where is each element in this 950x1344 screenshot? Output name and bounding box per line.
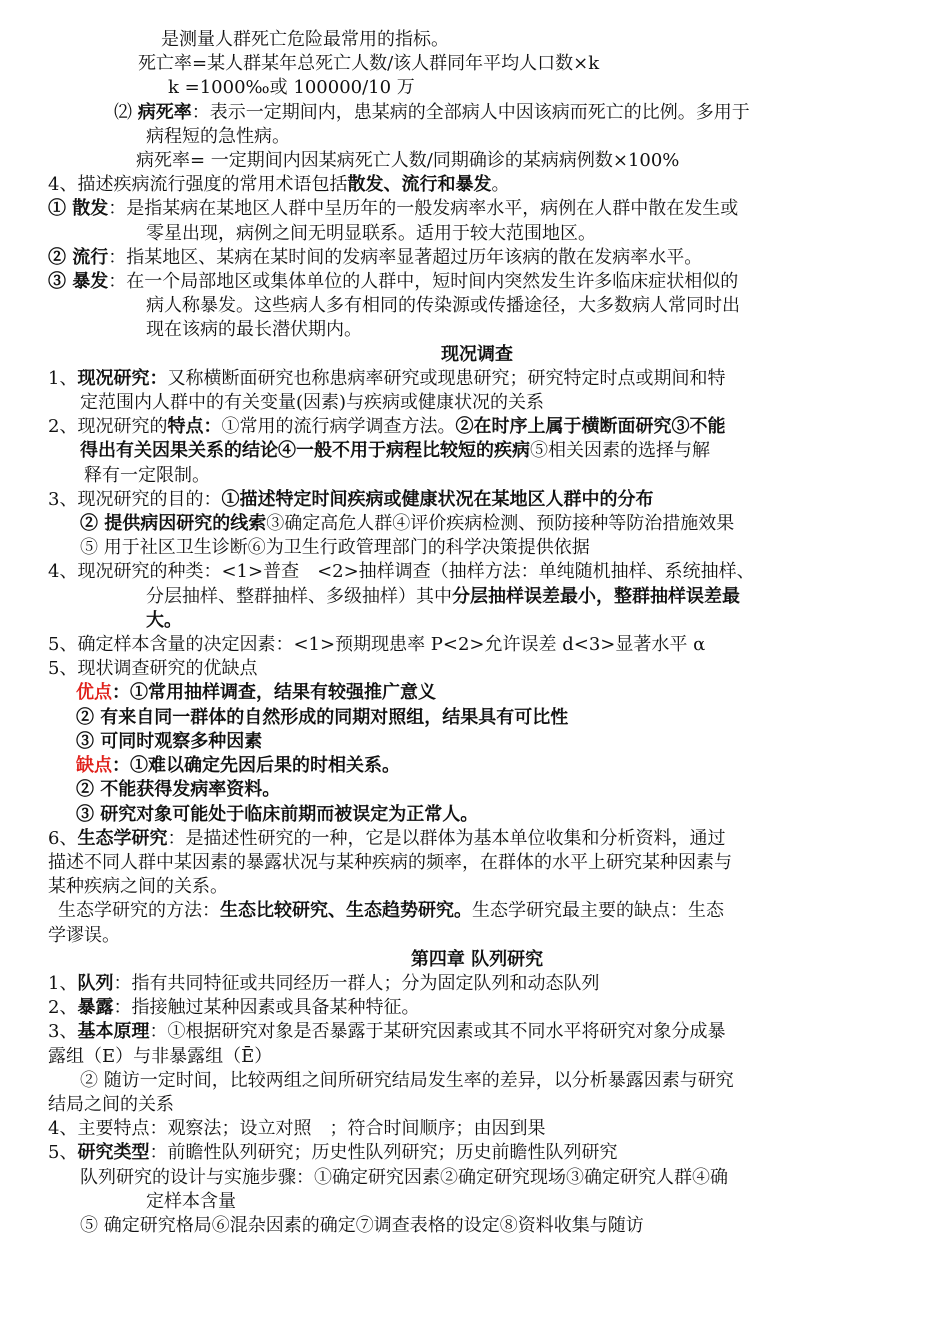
text-line: 4、现况研究的种类：<1>普查 <2>抽样调查（抽样方法：单纯随机抽样、系统抽样、 xyxy=(48,561,755,583)
text-line: 1、队列：指有共同特征或共同经历一群人；分为固定队列和动态队列 xyxy=(48,972,600,994)
text-line: 缺点：①难以确定先因后果的时相关系。 xyxy=(76,755,400,777)
text-line: ② 随访一定时间，比较两组之间所研究结局发生率的差异，以分析暴露因素与研究 xyxy=(80,1069,734,1091)
text-line: 零星出现，病例之间无明显联系。适用于较大范围地区。 xyxy=(146,222,596,244)
text-line: 5、研究类型：前瞻性队列研究；历史性队列研究；历史前瞻性队列研究 xyxy=(48,1142,618,1164)
text-line: ③ 暴发：在一个局部地区或集体单位的人群中，短时间内突然发生许多临床症状相似的 xyxy=(48,271,739,293)
text-line: ③ 可同时观察多种因素 xyxy=(76,730,263,752)
text-line: 得出有关因果关系的结论④一般不用于病程比较短的疾病⑤相关因素的选择与解 xyxy=(80,440,710,462)
chapter-heading: 第四章 队列研究 xyxy=(410,948,544,970)
text-line: 大。 xyxy=(146,609,182,631)
text-line: ② 有来自同一群体的自然形成的同期对照组，结果具有可比性 xyxy=(76,706,569,728)
text-line: ② 提供病因研究的线索③确定高危人群④评价疾病检测、预防接种等防治措施效果 xyxy=(80,513,735,535)
text-line: 分层抽样、整群抽样、多级抽样）其中分层抽样误差最小，整群抽样误差最 xyxy=(146,585,740,607)
text-line: 优点：①常用抽样调查，结果有较强推广意义 xyxy=(76,682,436,704)
text-line: 露组（E）与非暴露组（Ē） xyxy=(48,1045,273,1067)
text-line: 病人称暴发。这些病人多有相同的传染源或传播途径，大多数病人常同时出 xyxy=(146,295,740,317)
text-line: 1、现况研究：又称横断面研究也称患病率研究或现患研究；研究特定时点或期间和特 xyxy=(48,367,726,389)
text-line: 病程短的急性病。 xyxy=(146,125,290,147)
text-line: 定范围内人群中的有关变量(因素)与疾病或健康状况的关系 xyxy=(80,392,545,414)
formula-line: 病死率= 一定期间内因某病死亡人数/同期确诊的某病病例数×100% xyxy=(136,150,680,172)
text-line: ② 流行：指某地区、某病在某时间的发病率显著超过历年该病的散在发病率水平。 xyxy=(48,246,703,268)
text-line: ① 散发：是指某病在某地区人群中呈历年的一般发病率水平，病例在人群中散在发生或 xyxy=(48,198,739,220)
text-line: 4、主要特点：观察法；设立对照 ；符合时间顺序；由因到果 xyxy=(48,1118,546,1140)
text-line: 学谬误。 xyxy=(48,924,120,946)
formula-line: 死亡率=某人群某年总死亡人数/该人群同年平均人口数×k xyxy=(138,53,600,75)
text-line: ② 不能获得发病率资料。 xyxy=(76,779,281,801)
text-line: 5、现状调查研究的优缺点 xyxy=(48,658,258,680)
text-line: 2、现况研究的特点：①常用的流行病学调查方法。②在时序上属于横断面研究③不能 xyxy=(48,416,726,438)
section-heading: 现况调查 xyxy=(441,343,513,365)
text-line: ⑤ 用于社区卫生诊断⑥为卫生行政管理部门的科学决策提供依据 xyxy=(80,537,590,559)
text-line: 现在该病的最长潜伏期内。 xyxy=(146,319,362,341)
text-line: 释有一定限制。 xyxy=(84,464,210,486)
text-line: 3、基本原理：①根据研究对象是否暴露于某研究因素或其不同水平将研究对象分成暴 xyxy=(48,1021,726,1043)
text-line: ⑵ 病死率：表示一定期间内，患某病的全部病人中因该病而死亡的比例。多用于 xyxy=(114,101,750,123)
text-line: 描述不同人群中某因素的暴露状况与某种疾病的频率，在群体的水平上研究某种因素与 xyxy=(48,851,732,873)
text-line: ⑤ 确定研究格局⑥混杂因素的确定⑦调查表格的设定⑧资料收集与随访 xyxy=(80,1214,644,1236)
text-line: 4、描述疾病流行强度的常用术语包括散发、流行和暴发。 xyxy=(48,174,510,196)
text-line: ③ 研究对象可能处于临床前期而被误定为正常人。 xyxy=(76,803,479,825)
text-line: 某种疾病之间的关系。 xyxy=(48,876,228,898)
text-line: 6、生态学研究：是描述性研究的一种，它是以群体为基本单位收集和分析资料，通过 xyxy=(48,827,726,849)
text-line: 是测量人群死亡危险最常用的指标。 xyxy=(161,29,449,50)
text-line: 3、现况研究的目的：①描述特定时间疾病或健康状况在某地区人群中的分布 xyxy=(48,488,654,510)
text-line: 生态学研究的方法：生态比较研究、生态趋势研究。生态学研究最主要的缺点：生态 xyxy=(58,900,724,922)
text-line: 队列研究的设计与实施步骤：①确定研究因素②确定研究现场③确定研究人群④确 xyxy=(80,1166,728,1188)
text-line: 结局之间的关系 xyxy=(48,1093,174,1115)
text-line: 定样本含量 xyxy=(146,1190,236,1212)
text-line: 5、确定样本含量的决定因素：<1>预期现患率 P<2>允许误差 d<3>显著水平 α xyxy=(48,634,706,656)
formula-line: k =1000‰或 100000/10 万 xyxy=(168,77,415,99)
text-line: 2、暴露：指接触过某种因素或具备某种特征。 xyxy=(48,997,420,1019)
